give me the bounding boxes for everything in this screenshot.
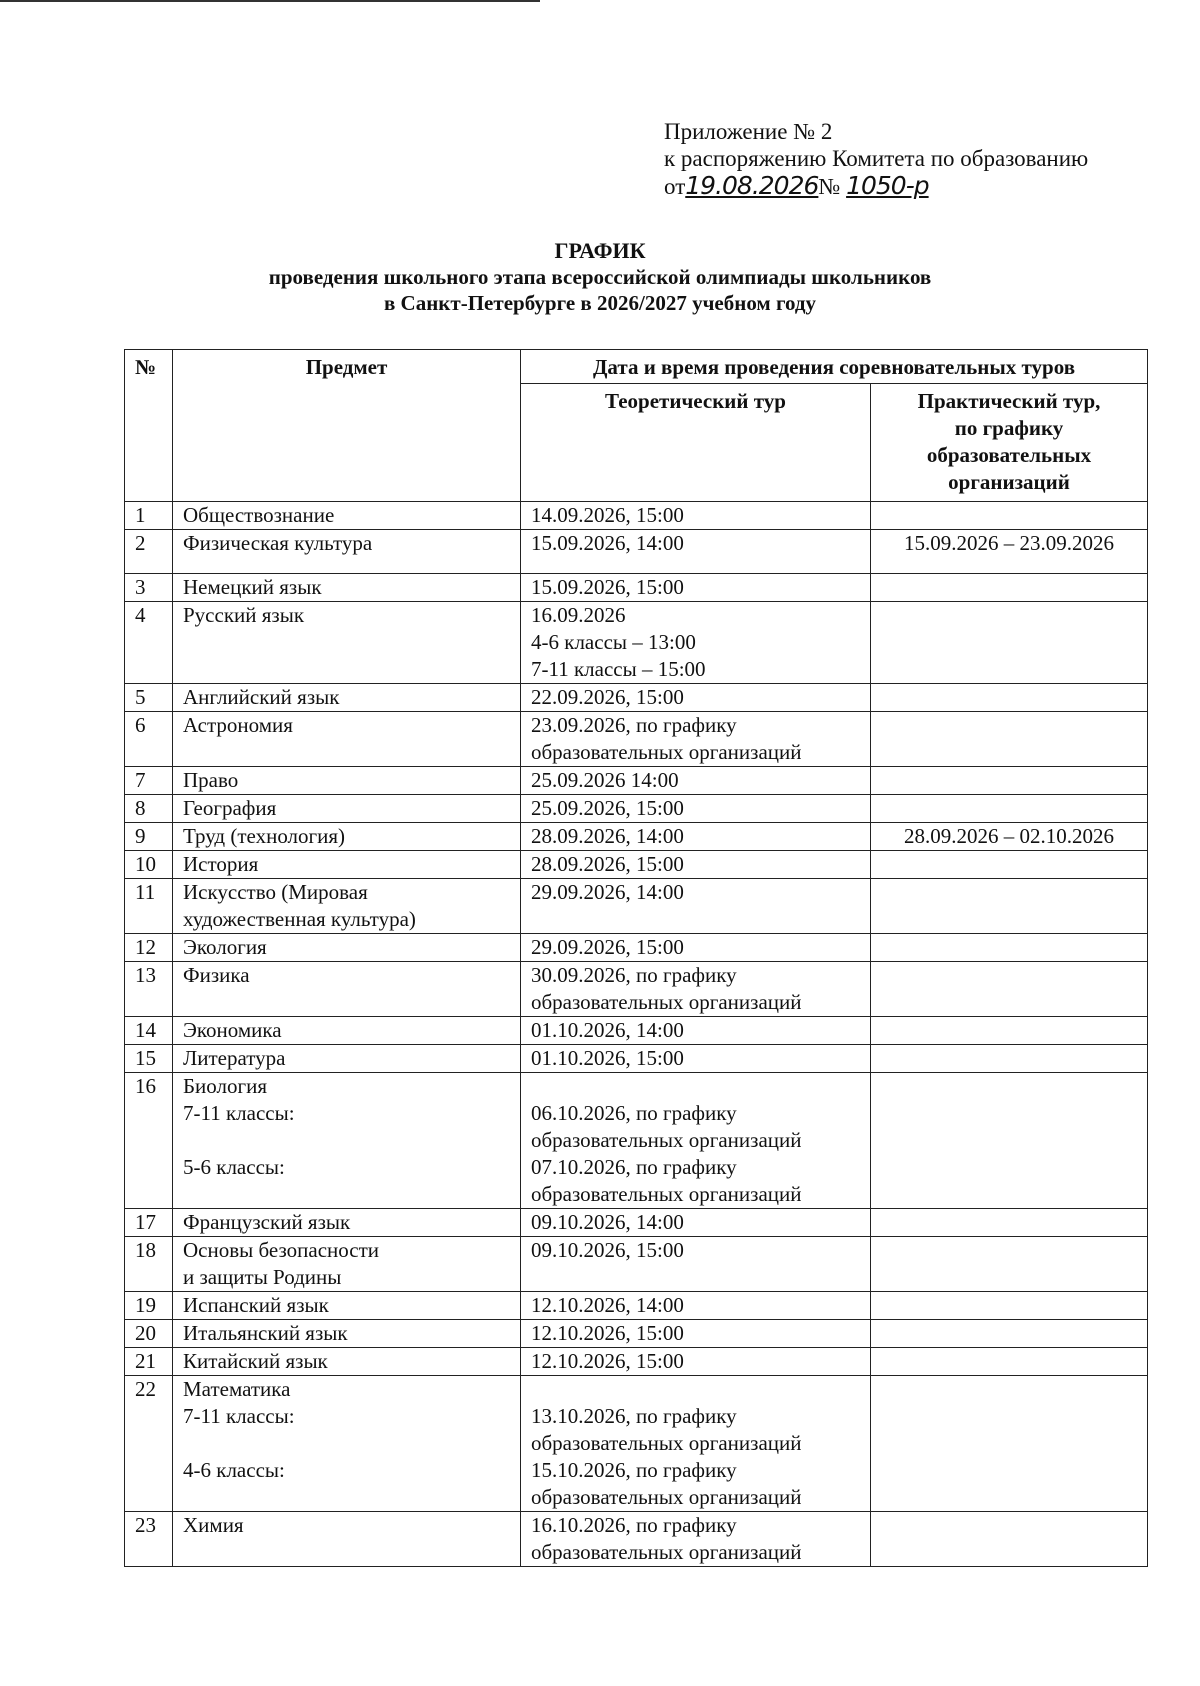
row-theory: 29.09.2026, 15:00 xyxy=(521,934,871,962)
row-subject: Астрономия xyxy=(173,712,521,767)
row-theory-line: образовательных организаций xyxy=(531,1128,802,1152)
row-subject: Экология xyxy=(173,934,521,962)
row-subject: Химия xyxy=(173,1512,521,1567)
spacer xyxy=(183,1430,510,1457)
row-theory-line: 30.09.2026, по графику xyxy=(531,963,737,987)
table-row xyxy=(125,1320,1148,1348)
table-row xyxy=(125,767,1148,795)
row-practice xyxy=(871,602,1148,684)
row-theory xyxy=(521,712,871,767)
row-practice xyxy=(871,1292,1148,1320)
header-practice xyxy=(871,384,1148,502)
row-practice xyxy=(871,962,1148,1017)
appendix-line-2: к распоряжению Комитета по образованию xyxy=(664,146,1089,171)
row-num: 1 xyxy=(125,502,173,530)
row-theory: 12.10.2026, 14:00 xyxy=(521,1292,871,1320)
row-subject xyxy=(173,1376,521,1512)
row-practice xyxy=(871,879,1148,934)
row-theory-line: 06.10.2026, по графику xyxy=(531,1101,737,1125)
schedule-table xyxy=(124,349,1148,1567)
row-practice xyxy=(871,574,1148,602)
row-theory: 29.09.2026, 14:00 xyxy=(521,879,871,934)
row-practice xyxy=(871,795,1148,823)
row-practice: 28.09.2026 – 02.10.2026 xyxy=(871,823,1148,851)
header-num: № xyxy=(125,350,173,502)
row-subject xyxy=(173,1237,521,1292)
table-row xyxy=(125,1209,1148,1237)
row-subject: Испанский язык xyxy=(173,1292,521,1320)
row-practice xyxy=(871,1017,1148,1045)
row-subject-line: 5-6 классы: xyxy=(183,1155,285,1179)
table-row xyxy=(125,1348,1148,1376)
row-subject: Немецкий язык xyxy=(173,574,521,602)
table-row xyxy=(125,1292,1148,1320)
row-theory xyxy=(521,962,871,1017)
spacer xyxy=(531,1376,860,1403)
table-row xyxy=(125,684,1148,712)
table-row xyxy=(125,1376,1148,1512)
row-num: 13 xyxy=(125,962,173,1017)
header-practice-line-3: образовательных xyxy=(926,443,1092,467)
title-line-2: проведения школьного этапа всероссийской олимпиады школьников xyxy=(268,265,932,289)
row-theory xyxy=(521,1073,871,1209)
row-num: 14 xyxy=(125,1017,173,1045)
table-row xyxy=(125,851,1148,879)
row-theory-line: 07.10.2026, по графику xyxy=(531,1155,737,1179)
row-practice xyxy=(871,934,1148,962)
table-row xyxy=(125,530,1148,574)
row-theory-line: 23.09.2026, по графику xyxy=(531,713,737,737)
row-theory: 14.09.2026, 15:00 xyxy=(521,502,871,530)
row-theory-line: 16.09.2026 xyxy=(531,603,626,627)
table-row xyxy=(125,795,1148,823)
row-subject: Русский язык xyxy=(173,602,521,684)
spacer xyxy=(531,1073,860,1100)
row-practice xyxy=(871,1209,1148,1237)
row-practice xyxy=(871,767,1148,795)
row-theory: 28.09.2026, 14:00 xyxy=(521,823,871,851)
table-row xyxy=(125,879,1148,934)
row-theory-line: образовательных организаций xyxy=(531,1431,802,1455)
row-num: 18 xyxy=(125,1237,173,1292)
row-theory: 01.10.2026, 14:00 xyxy=(521,1017,871,1045)
table-row xyxy=(125,602,1148,684)
row-subject: Китайский язык xyxy=(173,1348,521,1376)
row-practice xyxy=(871,502,1148,530)
row-theory: 09.10.2026, 14:00 xyxy=(521,1209,871,1237)
row-practice xyxy=(871,1348,1148,1376)
appendix-prefix: от xyxy=(664,174,686,199)
row-num: 20 xyxy=(125,1320,173,1348)
row-subject: География xyxy=(173,795,521,823)
table-row xyxy=(125,962,1148,1017)
table-row xyxy=(125,823,1148,851)
row-num: 10 xyxy=(125,851,173,879)
row-subject-line: Биология xyxy=(183,1074,268,1098)
row-theory-line: образовательных организаций xyxy=(531,1540,802,1564)
title-line-3: в Санкт-Петербурге в 2026/2027 учебном году xyxy=(383,291,817,315)
header-theory: Теоретический тур xyxy=(521,384,871,502)
row-subject: Английский язык xyxy=(173,684,521,712)
row-theory: 15.09.2026, 15:00 xyxy=(521,574,871,602)
row-practice xyxy=(871,712,1148,767)
row-theory-line: образовательных организаций xyxy=(531,1485,802,1509)
row-practice xyxy=(871,1045,1148,1073)
row-practice: 15.09.2026 – 23.09.2026 xyxy=(871,530,1148,574)
row-subject: История xyxy=(173,851,521,879)
row-subject-line: Искусство (Мировая xyxy=(183,880,368,904)
header-practice-line-2: по графику xyxy=(954,416,1064,440)
row-theory-line: 15.10.2026, по графику xyxy=(531,1458,737,1482)
row-subject-line: 7-11 классы: xyxy=(183,1101,295,1125)
table-row xyxy=(125,574,1148,602)
row-theory-line: 13.10.2026, по графику xyxy=(531,1404,737,1428)
table-row xyxy=(125,1237,1148,1292)
row-practice xyxy=(871,1073,1148,1209)
row-theory-line: 4-6 классы – 13:00 xyxy=(531,630,696,654)
row-theory xyxy=(521,602,871,684)
row-subject: Экономика xyxy=(173,1017,521,1045)
row-subject: Обществознание xyxy=(173,502,521,530)
row-num: 22 xyxy=(125,1376,173,1512)
row-theory: 25.09.2026 14:00 xyxy=(521,767,871,795)
row-theory-line: образовательных организаций xyxy=(531,740,802,764)
row-practice xyxy=(871,1237,1148,1292)
scan-edge-line xyxy=(0,0,540,2)
row-theory: 22.09.2026, 15:00 xyxy=(521,684,871,712)
table-row xyxy=(125,1512,1148,1567)
row-subject: Французский язык xyxy=(173,1209,521,1237)
table-row xyxy=(125,712,1148,767)
row-subject-line: 7-11 классы: xyxy=(183,1404,295,1428)
table-row xyxy=(125,934,1148,962)
appendix-date: 19.08.2026 xyxy=(685,171,819,200)
appendix-no-label: № xyxy=(818,174,841,199)
row-practice xyxy=(871,1512,1148,1567)
row-subject: Физическая культура xyxy=(173,530,521,574)
row-num: 7 xyxy=(125,767,173,795)
row-num: 5 xyxy=(125,684,173,712)
row-subject: Труд (технология) xyxy=(173,823,521,851)
appendix-header xyxy=(664,118,1088,200)
row-practice xyxy=(871,1376,1148,1512)
row-num: 3 xyxy=(125,574,173,602)
row-num: 17 xyxy=(125,1209,173,1237)
title-line-1: ГРАФИК xyxy=(554,238,646,263)
row-num: 4 xyxy=(125,602,173,684)
row-subject: Итальянский язык xyxy=(173,1320,521,1348)
table-row xyxy=(125,1045,1148,1073)
row-theory: 12.10.2026, 15:00 xyxy=(521,1320,871,1348)
row-num: 23 xyxy=(125,1512,173,1567)
spacer xyxy=(183,1127,510,1154)
row-theory-line: 16.10.2026, по графику xyxy=(531,1513,737,1537)
row-num: 19 xyxy=(125,1292,173,1320)
row-theory: 15.09.2026, 14:00 xyxy=(521,530,871,574)
appendix-line-3 xyxy=(664,172,1088,200)
row-practice xyxy=(871,851,1148,879)
row-subject-line: Основы безопасности xyxy=(183,1238,380,1262)
table-row xyxy=(125,1017,1148,1045)
row-num: 12 xyxy=(125,934,173,962)
row-num: 15 xyxy=(125,1045,173,1073)
spacer xyxy=(183,1181,510,1208)
table-row xyxy=(125,502,1148,530)
row-subject xyxy=(173,879,521,934)
spacer xyxy=(183,1484,510,1511)
header-subject: Предмет xyxy=(173,350,521,502)
row-num: 8 xyxy=(125,795,173,823)
row-num: 11 xyxy=(125,879,173,934)
row-subject-line: художественная культура) xyxy=(183,907,416,931)
row-practice xyxy=(871,684,1148,712)
document-title xyxy=(0,238,1200,316)
row-subject: Литература xyxy=(173,1045,521,1073)
header-practice-line-4: организаций xyxy=(948,470,1070,494)
row-theory xyxy=(521,1512,871,1567)
row-theory-line: образовательных организаций xyxy=(531,990,802,1014)
row-num: 9 xyxy=(125,823,173,851)
row-subject: Право xyxy=(173,767,521,795)
row-num: 2 xyxy=(125,530,173,574)
appendix-line-1: Приложение № 2 xyxy=(664,119,833,144)
row-theory-line: образовательных организаций xyxy=(531,1182,802,1206)
row-theory xyxy=(521,1376,871,1512)
row-num: 16 xyxy=(125,1073,173,1209)
row-subject-line: Математика xyxy=(183,1377,291,1401)
row-subject xyxy=(173,1073,521,1209)
row-practice xyxy=(871,1320,1148,1348)
table-row xyxy=(125,1073,1148,1209)
row-subject-line: и защиты Родины xyxy=(183,1265,342,1289)
row-theory: 28.09.2026, 15:00 xyxy=(521,851,871,879)
row-subject-line: 4-6 классы: xyxy=(183,1458,285,1482)
row-num: 6 xyxy=(125,712,173,767)
row-theory: 09.10.2026, 15:00 xyxy=(521,1237,871,1292)
row-theory: 01.10.2026, 15:00 xyxy=(521,1045,871,1073)
row-subject: Физика xyxy=(173,962,521,1017)
row-theory-line: 7-11 классы – 15:00 xyxy=(531,657,706,681)
row-theory: 25.09.2026, 15:00 xyxy=(521,795,871,823)
header-dates: Дата и время проведения соревновательных туров xyxy=(521,350,1148,384)
row-theory: 12.10.2026, 15:00 xyxy=(521,1348,871,1376)
table-header-row xyxy=(125,350,1148,384)
row-num: 21 xyxy=(125,1348,173,1376)
header-practice-line-1: Практический тур, xyxy=(917,389,1101,413)
appendix-number: 1050-р xyxy=(846,171,929,200)
